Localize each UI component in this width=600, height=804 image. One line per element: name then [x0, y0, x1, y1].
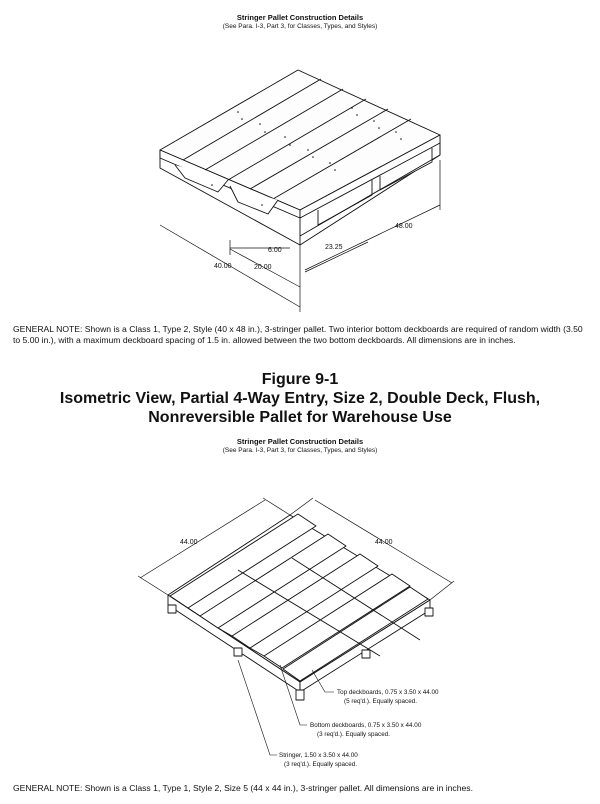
bottom-block [234, 648, 242, 656]
callout-top-deckboards-1: Top deckboards, 0.75 x 3.50 x 44.00 [337, 689, 439, 696]
top-pallet-drawing [0, 0, 600, 320]
top-dim-40: 40.00 [214, 263, 232, 270]
callout-bottom-deckboards-2: (3 req'd.). Equally spaced. [317, 731, 390, 738]
callout-bottom-deckboards-1: Bottom deckboards, 0.75 x 3.50 x 44.00 [310, 722, 422, 729]
bottom-diagram-title: Stringer Pallet Construction Details [236, 437, 364, 446]
figure-number: Figure 9-1 [261, 371, 339, 388]
top-dim-20: 20.00 [254, 264, 272, 271]
callout-top-deckboards-2: (5 req'd.). Equally spaced. [344, 698, 417, 705]
leader-stringer [238, 660, 277, 755]
bottom-dim-right: 44.00 [375, 539, 393, 546]
top-diagram-subtitle: (See Para. I-3, Part 3, for Classes, Types, and Styles) [222, 23, 378, 30]
callout-stringer-1: Stringer, 1.50 x 3.50 x 44.00 [279, 752, 358, 759]
top-general-note: GENERAL NOTE: Shown is a Class 1, Type 2, Style (40 x 48 in.), 3-stringer pallet. Two interior bottom deckboards are required of random width (3.50 to 5.00 in.), with a maximum deckboard spacing of 1.5 in. allowed between the two bottom deckboards. All dimensions are in inches. [13, 324, 583, 346]
bottom-pallet-drawing [0, 460, 600, 782]
figure-title-line2: Nonreversible Pallet for Warehouse Use [148, 409, 452, 426]
figure-title-line1: Isometric View, Partial 4-Way Entry, Size 2, Double Deck, Flush, [59, 390, 541, 407]
bottom-dim-left: 44.00 [180, 539, 198, 546]
top-dim-6: 6.00 [268, 247, 282, 254]
bottom-general-note: GENERAL NOTE: Shown is a Class 1, Type 1, Style 2, Size 5 (44 x 44 in.), 3-stringer pallet. All dimensions are in inches. [13, 783, 473, 793]
bottom-block [168, 605, 176, 613]
top-dim-23: 23.25 [325, 244, 343, 251]
bottom-block [362, 650, 370, 658]
callout-stringer-2: (3 req'd.). Equally spaced. [284, 761, 357, 768]
top-diagram-title: Stringer Pallet Construction Details [236, 13, 364, 22]
bottom-block [425, 608, 433, 616]
top-dim-48: 48.00 [395, 223, 413, 230]
bottom-block [296, 690, 304, 700]
bottom-diagram-subtitle: (See Para. I-3, Part 3, for Classes, Types, and Styles) [222, 447, 378, 454]
